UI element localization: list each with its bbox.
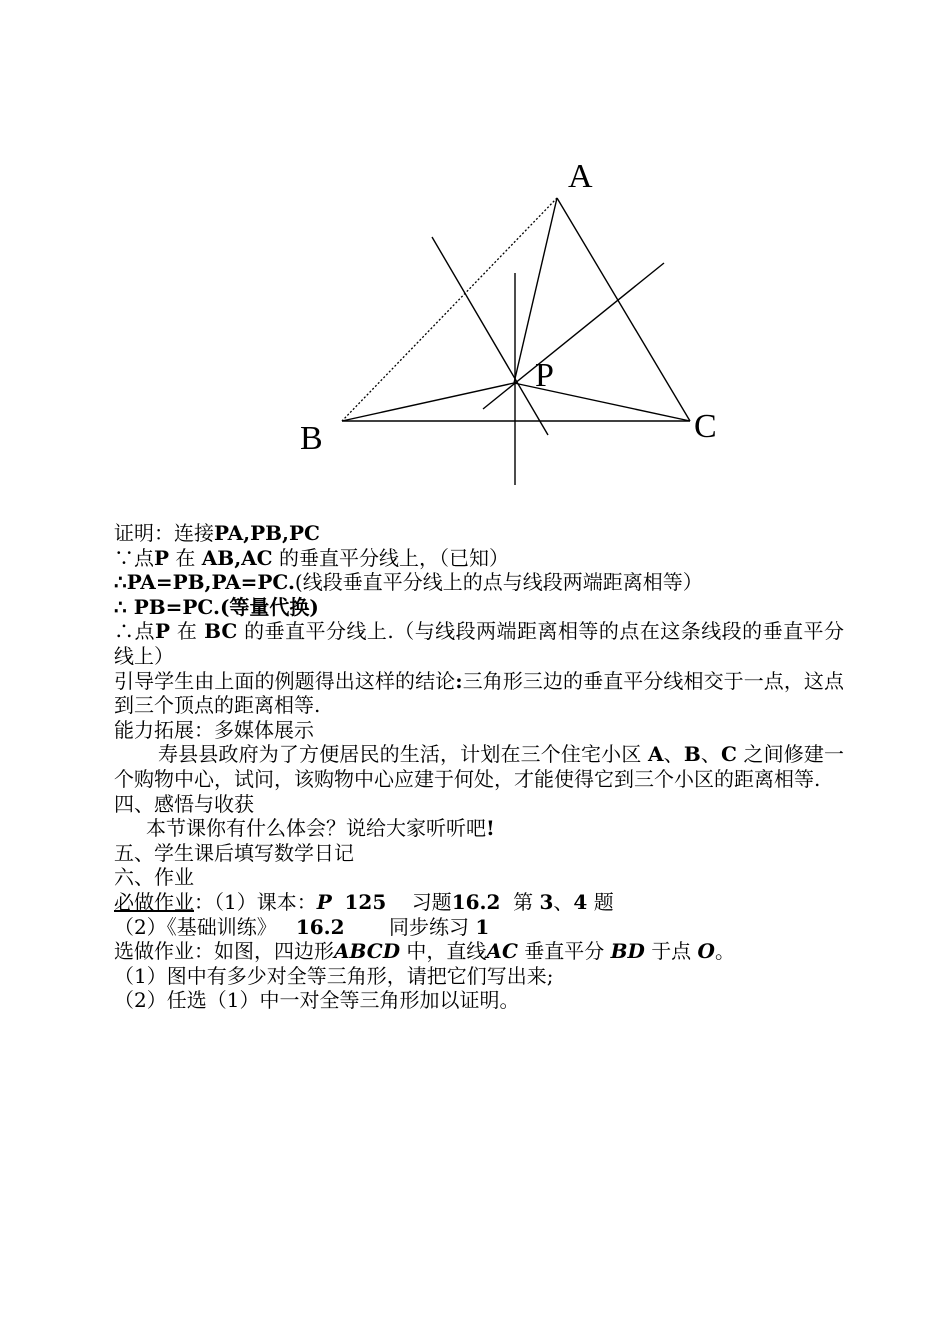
document-body — [114, 521, 844, 1013]
triangle-perpendicular-bisector-figure — [0, 0, 950, 500]
optional-homework-line: 选做作业：如图，四边形ABCD 中，直线AC 垂直平分 BD 于点 O。 — [114, 939, 735, 964]
extension-heading: 能力拓展：多媒体展示 — [114, 717, 314, 742]
label-C: C — [694, 408, 717, 445]
extension-paragraph: 寿县县政府为了方便居民的生活，计划在三个住宅小区 A、B、C 之间修建一个购物中心，试问，该购物中心应建于何处，才能使得它到三个小区的距离相等. — [114, 742, 845, 791]
proof-line-2: ∵点P 在 AB,AC 的垂直平分线上，（已知） — [114, 545, 509, 570]
segment-AB — [342, 198, 557, 421]
required-homework-line-2: （2）《基础训练》 16.2 同步练习 1 — [114, 914, 490, 939]
required-homework-line: 必做作业：（1）课本：P 125 习题16.2 第 3、4 题 — [114, 889, 614, 914]
proof-line-4: ∴ PB=PC.(等量代换) — [114, 594, 319, 619]
proof-line-1: 证明：连接PA,PB,PC — [114, 521, 320, 545]
segment-PB — [342, 383, 514, 421]
label-B: B — [300, 420, 323, 457]
required-homework-label: 必做作业 — [114, 889, 194, 914]
proof-line-3: ∴PA=PB,PA=PC.(线段垂直平分线上的点与线段两端距离相等） — [114, 570, 703, 595]
proof-line-5: ∴点P 在 BC 的垂直平分线上.（与线段两端距离相等的点在这条线段的垂直平分线上） — [114, 619, 845, 668]
section-6-heading: 六、作业 — [114, 865, 194, 890]
conclusion-paragraph: 引导学生由上面的例题得出这样的结论:三角形三边的垂直平分线相交于一点，这点到三个顶点的距离相等. — [114, 668, 845, 718]
perpendicular-bisector-AC — [483, 263, 664, 409]
section-4-heading: 四、感悟与收获 — [114, 791, 254, 816]
perpendicular-bisector-AB — [432, 237, 548, 435]
section-5-heading: 五、学生课后填写数学日记 — [114, 840, 354, 865]
segment-AC — [557, 198, 690, 421]
label-P: P — [535, 357, 554, 394]
label-A: A — [568, 158, 593, 195]
question-1: （1）图中有多少对全等三角形，请把它们写出来; — [114, 963, 554, 988]
question-2: （2）任选（1）中一对全等三角形加以证明。 — [114, 988, 520, 1013]
section-4-text: 本节课你有什么体会？说给大家听听吧! — [146, 816, 495, 841]
